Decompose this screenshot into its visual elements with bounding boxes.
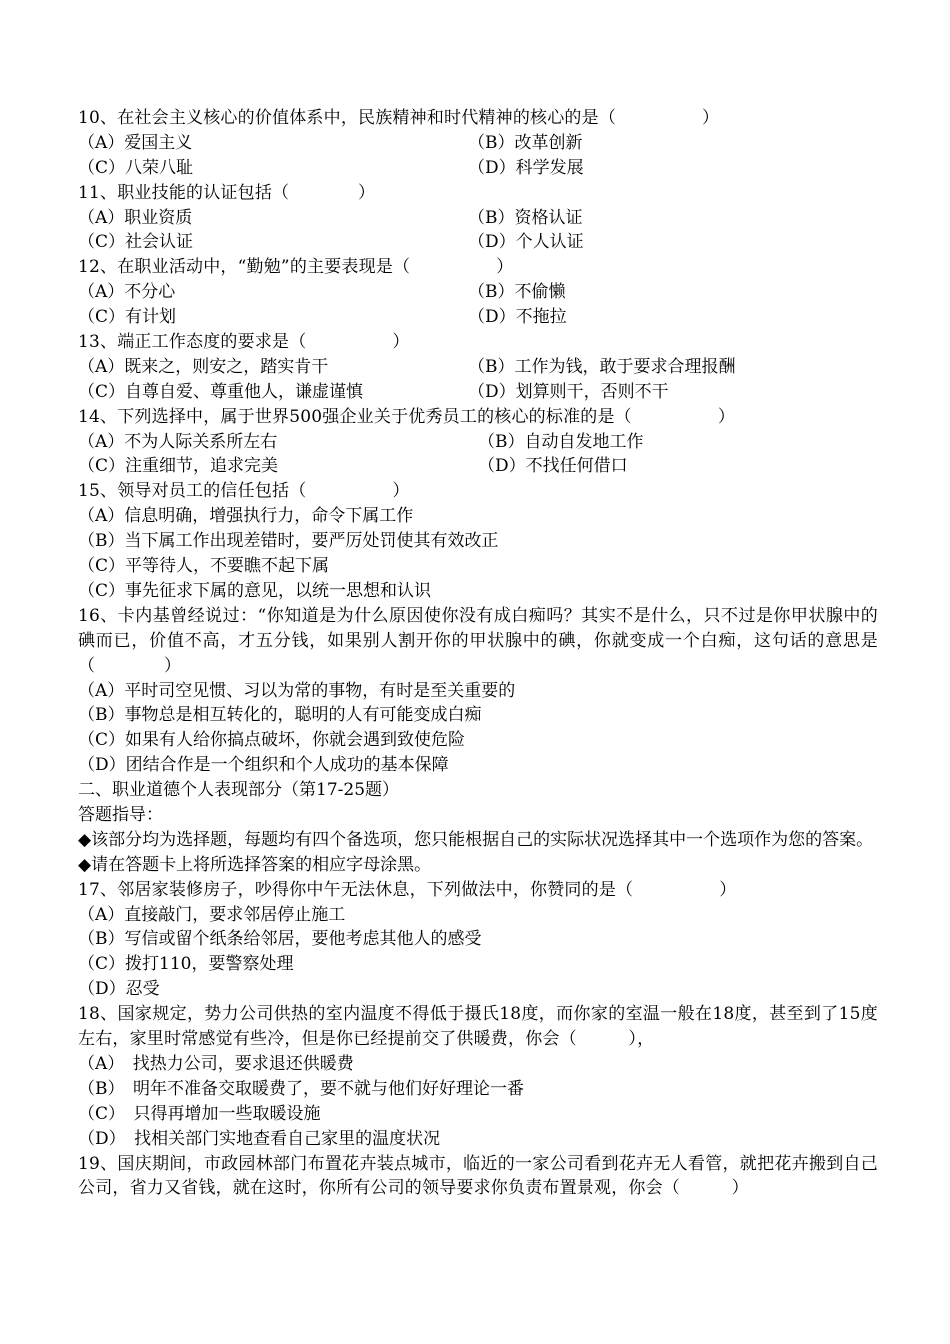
option-b: （B）改革创新 bbox=[468, 132, 583, 153]
option-b: （B）事物总是相互转化的，聪明的人有可能变成白痴 bbox=[78, 705, 482, 726]
question-19-stem: 19、国庆期间，市政园林部门布置花卉装点城市，临近的一家公司看到花卉无人看管，就把花卉搬到自己公司，省力又省钱，就在这时，你所有公司的领导要求你负责布置景观，你会（ ） bbox=[78, 1153, 878, 1199]
option-a: （A）既来之，则安之，踏实肯干 bbox=[78, 356, 329, 377]
option-d: （D）科学发展 bbox=[468, 157, 584, 178]
question-12-stem: 12、在职业活动中，“勤勉”的主要表现是（ ） bbox=[78, 257, 514, 278]
question-12-options-row-2 bbox=[78, 305, 878, 330]
option-d: （D）团结合作是一个组织和个人成功的基本保障 bbox=[78, 755, 449, 776]
section-2-title: 二、职业道德个人表现部分（第17-25题） bbox=[78, 780, 400, 801]
option-a: （A）直接敲门，要求邻居停止施工 bbox=[78, 904, 346, 925]
option-d: （C）事先征求下属的意见，以统一思想和认识 bbox=[78, 580, 432, 601]
question-17-stem: 17、邻居家装修房子，吵得你中午无法休息，下列做法中，你赞同的是（ ） bbox=[78, 879, 737, 900]
question-14-options-row-1 bbox=[78, 430, 878, 455]
option-b: （B）自动自发地工作 bbox=[478, 431, 644, 452]
option-d: （D）划算则干，否则不干 bbox=[468, 381, 669, 402]
option-c: （C）注重细节，追求完美 bbox=[78, 456, 279, 477]
option-c: （C）八荣八耻 bbox=[78, 157, 194, 178]
option-a: （A）职业资质 bbox=[78, 207, 193, 228]
question-11-options-row-2 bbox=[78, 230, 878, 255]
option-d: （D）不找任何借口 bbox=[478, 456, 628, 477]
question-15-stem: 15、领导对员工的信任包括（ ） bbox=[78, 481, 410, 502]
option-d: （D）个人认证 bbox=[468, 232, 584, 253]
option-d: （D）忍受 bbox=[78, 979, 160, 1000]
question-10-options-row-1 bbox=[78, 131, 878, 156]
option-b: （B）写信或留个纸条给邻居，要他考虑其他人的感受 bbox=[78, 929, 482, 950]
question-14-options-row-2 bbox=[78, 454, 878, 479]
option-a: （A）信息明确，增强执行力，命令下属工作 bbox=[78, 506, 414, 527]
option-c: （C）有计划 bbox=[78, 307, 177, 328]
option-b: （B）当下属工作出现差错时，要严厉处罚使其有效改正 bbox=[78, 531, 499, 552]
option-b: （B）工作为钱，敢于要求合理报酬 bbox=[468, 356, 736, 377]
question-11-options-row-1 bbox=[78, 206, 878, 231]
option-b: （B）不偷懒 bbox=[468, 282, 566, 303]
exam-page bbox=[78, 106, 878, 1201]
option-c: （C）社会认证 bbox=[78, 232, 194, 253]
question-13-options-row-1 bbox=[78, 355, 878, 380]
option-a: （A）爱国主义 bbox=[78, 132, 193, 153]
answer-guide-rule-2: ◆请在答题卡上将所选择答案的相应字母涂黑。 bbox=[78, 854, 432, 875]
option-a: （A）不为人际关系所左右 bbox=[78, 431, 278, 452]
option-c: （C）如果有人给你搞点破坏，你就会遇到致使危险 bbox=[78, 730, 466, 751]
answer-guide-heading: 答题指导： bbox=[78, 804, 163, 825]
question-10-options-row-2 bbox=[78, 156, 878, 181]
question-14-stem: 14、下列选择中，属于世界500强企业关于优秀员工的核心的标准的是（ ） bbox=[78, 406, 736, 427]
option-c: （C） 只得再增加一些取暖设施 bbox=[78, 1103, 321, 1124]
question-13-stem: 13、端正工作态度的要求是（ ） bbox=[78, 332, 410, 353]
option-c: （C）拨打110，要警察处理 bbox=[78, 954, 294, 975]
option-c: （C）自尊自爱、尊重他人，谦虚谨慎 bbox=[78, 381, 364, 402]
option-b: （B）资格认证 bbox=[468, 207, 583, 228]
question-12-options-row-1 bbox=[78, 280, 878, 305]
option-a: （A）不分心 bbox=[78, 282, 176, 303]
question-18-stem: 18、国家规定，势力公司供热的室内温度不得低于摄氏18度，而你家的室温一般在18度，甚至到了15度左右，家里时常感觉有些冷，但是你已经提前交了供暖费，你会（ ）， bbox=[78, 1004, 878, 1050]
option-d: （D） 找相关部门实地查看自己家里的温度状况 bbox=[78, 1128, 441, 1149]
question-13-options-row-2 bbox=[78, 380, 878, 405]
option-c: （C）平等待人，不要瞧不起下属 bbox=[78, 556, 330, 577]
option-b: （B） 明年不准备交取暖费了，要不就与他们好好理论一番 bbox=[78, 1078, 524, 1099]
answer-guide-rule-1: ◆该部分均为选择题，每题均有四个备选项，您只能根据自己的实际状况选择其中一个选项作为您的答案。 bbox=[78, 829, 874, 850]
option-a: （A）平时司空见惯、习以为常的事物，有时是至关重要的 bbox=[78, 680, 516, 701]
option-d: （D）不拖拉 bbox=[468, 307, 567, 328]
option-a: （A） 找热力公司，要求退还供暖费 bbox=[78, 1053, 354, 1074]
question-16-stem: 16、卡内基曾经说过：“你知道是为什么原因使你没有成白痴吗？其实不是什么，只不过是你甲状腺中的碘而已，价值不高，才五分钱，如果别人割开你的甲状腺中的碘，你就变成一个白痴，这句话的意思是（ ） bbox=[78, 605, 878, 676]
question-10-stem: 10、在社会主义核心的价值体系中，民族精神和时代精神的核心的是（ ） bbox=[78, 108, 720, 128]
question-11-stem: 11、职业技能的认证包括（ ） bbox=[78, 182, 376, 203]
